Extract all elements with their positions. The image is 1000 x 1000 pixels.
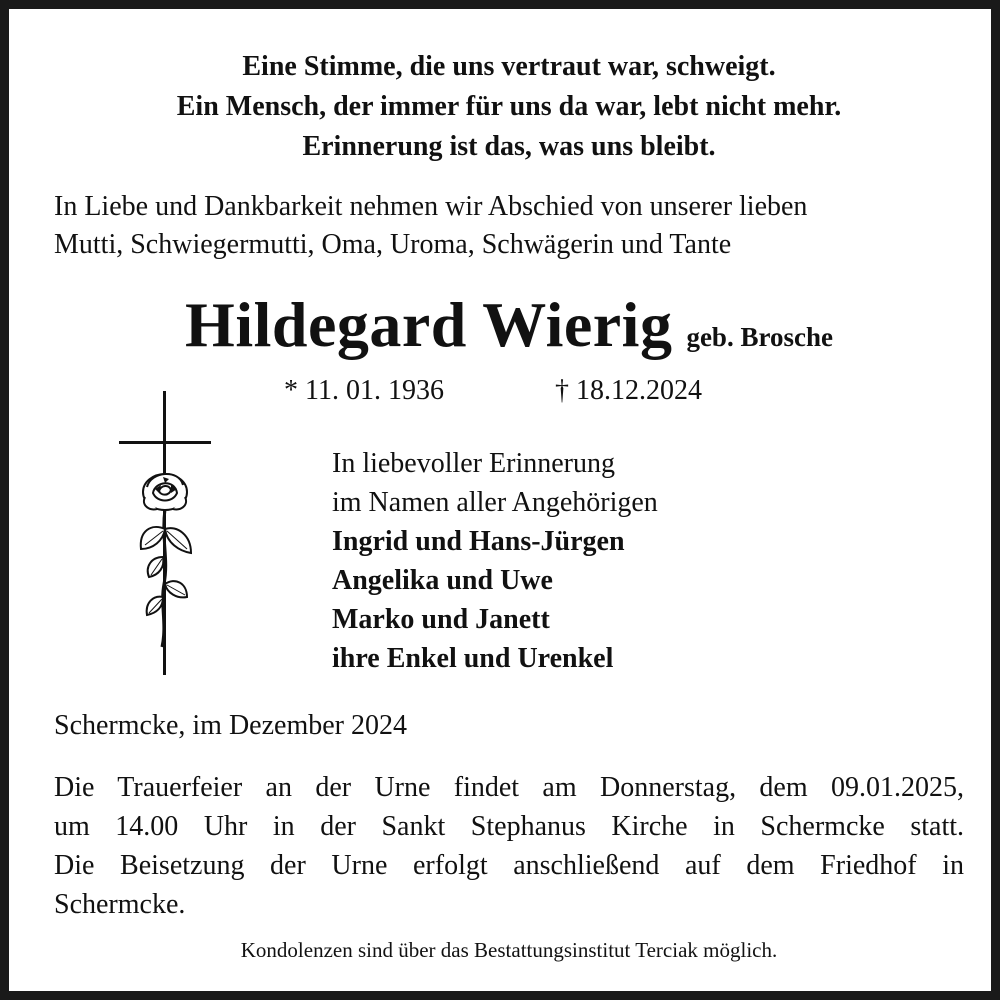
ceremony-line-4: Schermcke. bbox=[54, 889, 186, 920]
intro-line-1: In Liebe und Dankbarkeit nehmen wir Abschied von unserer lieben bbox=[54, 191, 808, 222]
intro-line-2: Mutti, Schwiegermutti, Oma, Uroma, Schwägerin und Tante bbox=[54, 229, 732, 260]
ceremony-line-2: um 14.00 Uhr in der Sankt Stephanus Kirche in Schermcke statt. bbox=[54, 811, 964, 842]
remembrance-line-2: im Namen aller Angehörigen bbox=[332, 487, 658, 518]
motto-line-1: Eine Stimme, die uns vertraut war, schweigt. bbox=[242, 51, 776, 82]
deceased-name-row bbox=[9, 285, 1000, 365]
ceremony-details bbox=[54, 768, 964, 924]
motto-line-3: Erinnerung ist das, was uns bleibt. bbox=[302, 131, 716, 162]
condolences-note: Kondolenzen sind über das Bestattungsinstitut Terciak möglich. bbox=[240, 938, 778, 962]
deceased-name: Hildegard Wierig bbox=[185, 289, 673, 360]
death-date: † 18.12.2024 bbox=[555, 375, 702, 406]
ceremony-line-1: Die Trauerfeier an der Urne findet am Donnerstag, dem 09.01.2025, bbox=[54, 772, 964, 803]
birth-name: geb. Brosche bbox=[686, 322, 833, 352]
remembrance-line-1: In liebevoller Erinnerung bbox=[332, 448, 616, 479]
mourner-3: Marko und Janett bbox=[332, 604, 550, 635]
cross-with-rose-icon bbox=[115, 389, 215, 679]
place-date: Schermcke, im Dezember 2024 bbox=[54, 710, 407, 741]
mourner-1: Ingrid und Hans-Jürgen bbox=[332, 526, 625, 557]
birth-date: * 11. 01. 1936 bbox=[284, 375, 444, 406]
ceremony-line-3: Die Beisetzung der Urne erfolgt anschließend auf dem Friedhof in bbox=[54, 850, 964, 881]
mourner-4: ihre Enkel und Urenkel bbox=[332, 643, 614, 674]
motto-line-2: Ein Mensch, der immer für uns da war, lebt nicht mehr. bbox=[176, 91, 842, 122]
mourner-2: Angelika und Uwe bbox=[332, 565, 553, 596]
